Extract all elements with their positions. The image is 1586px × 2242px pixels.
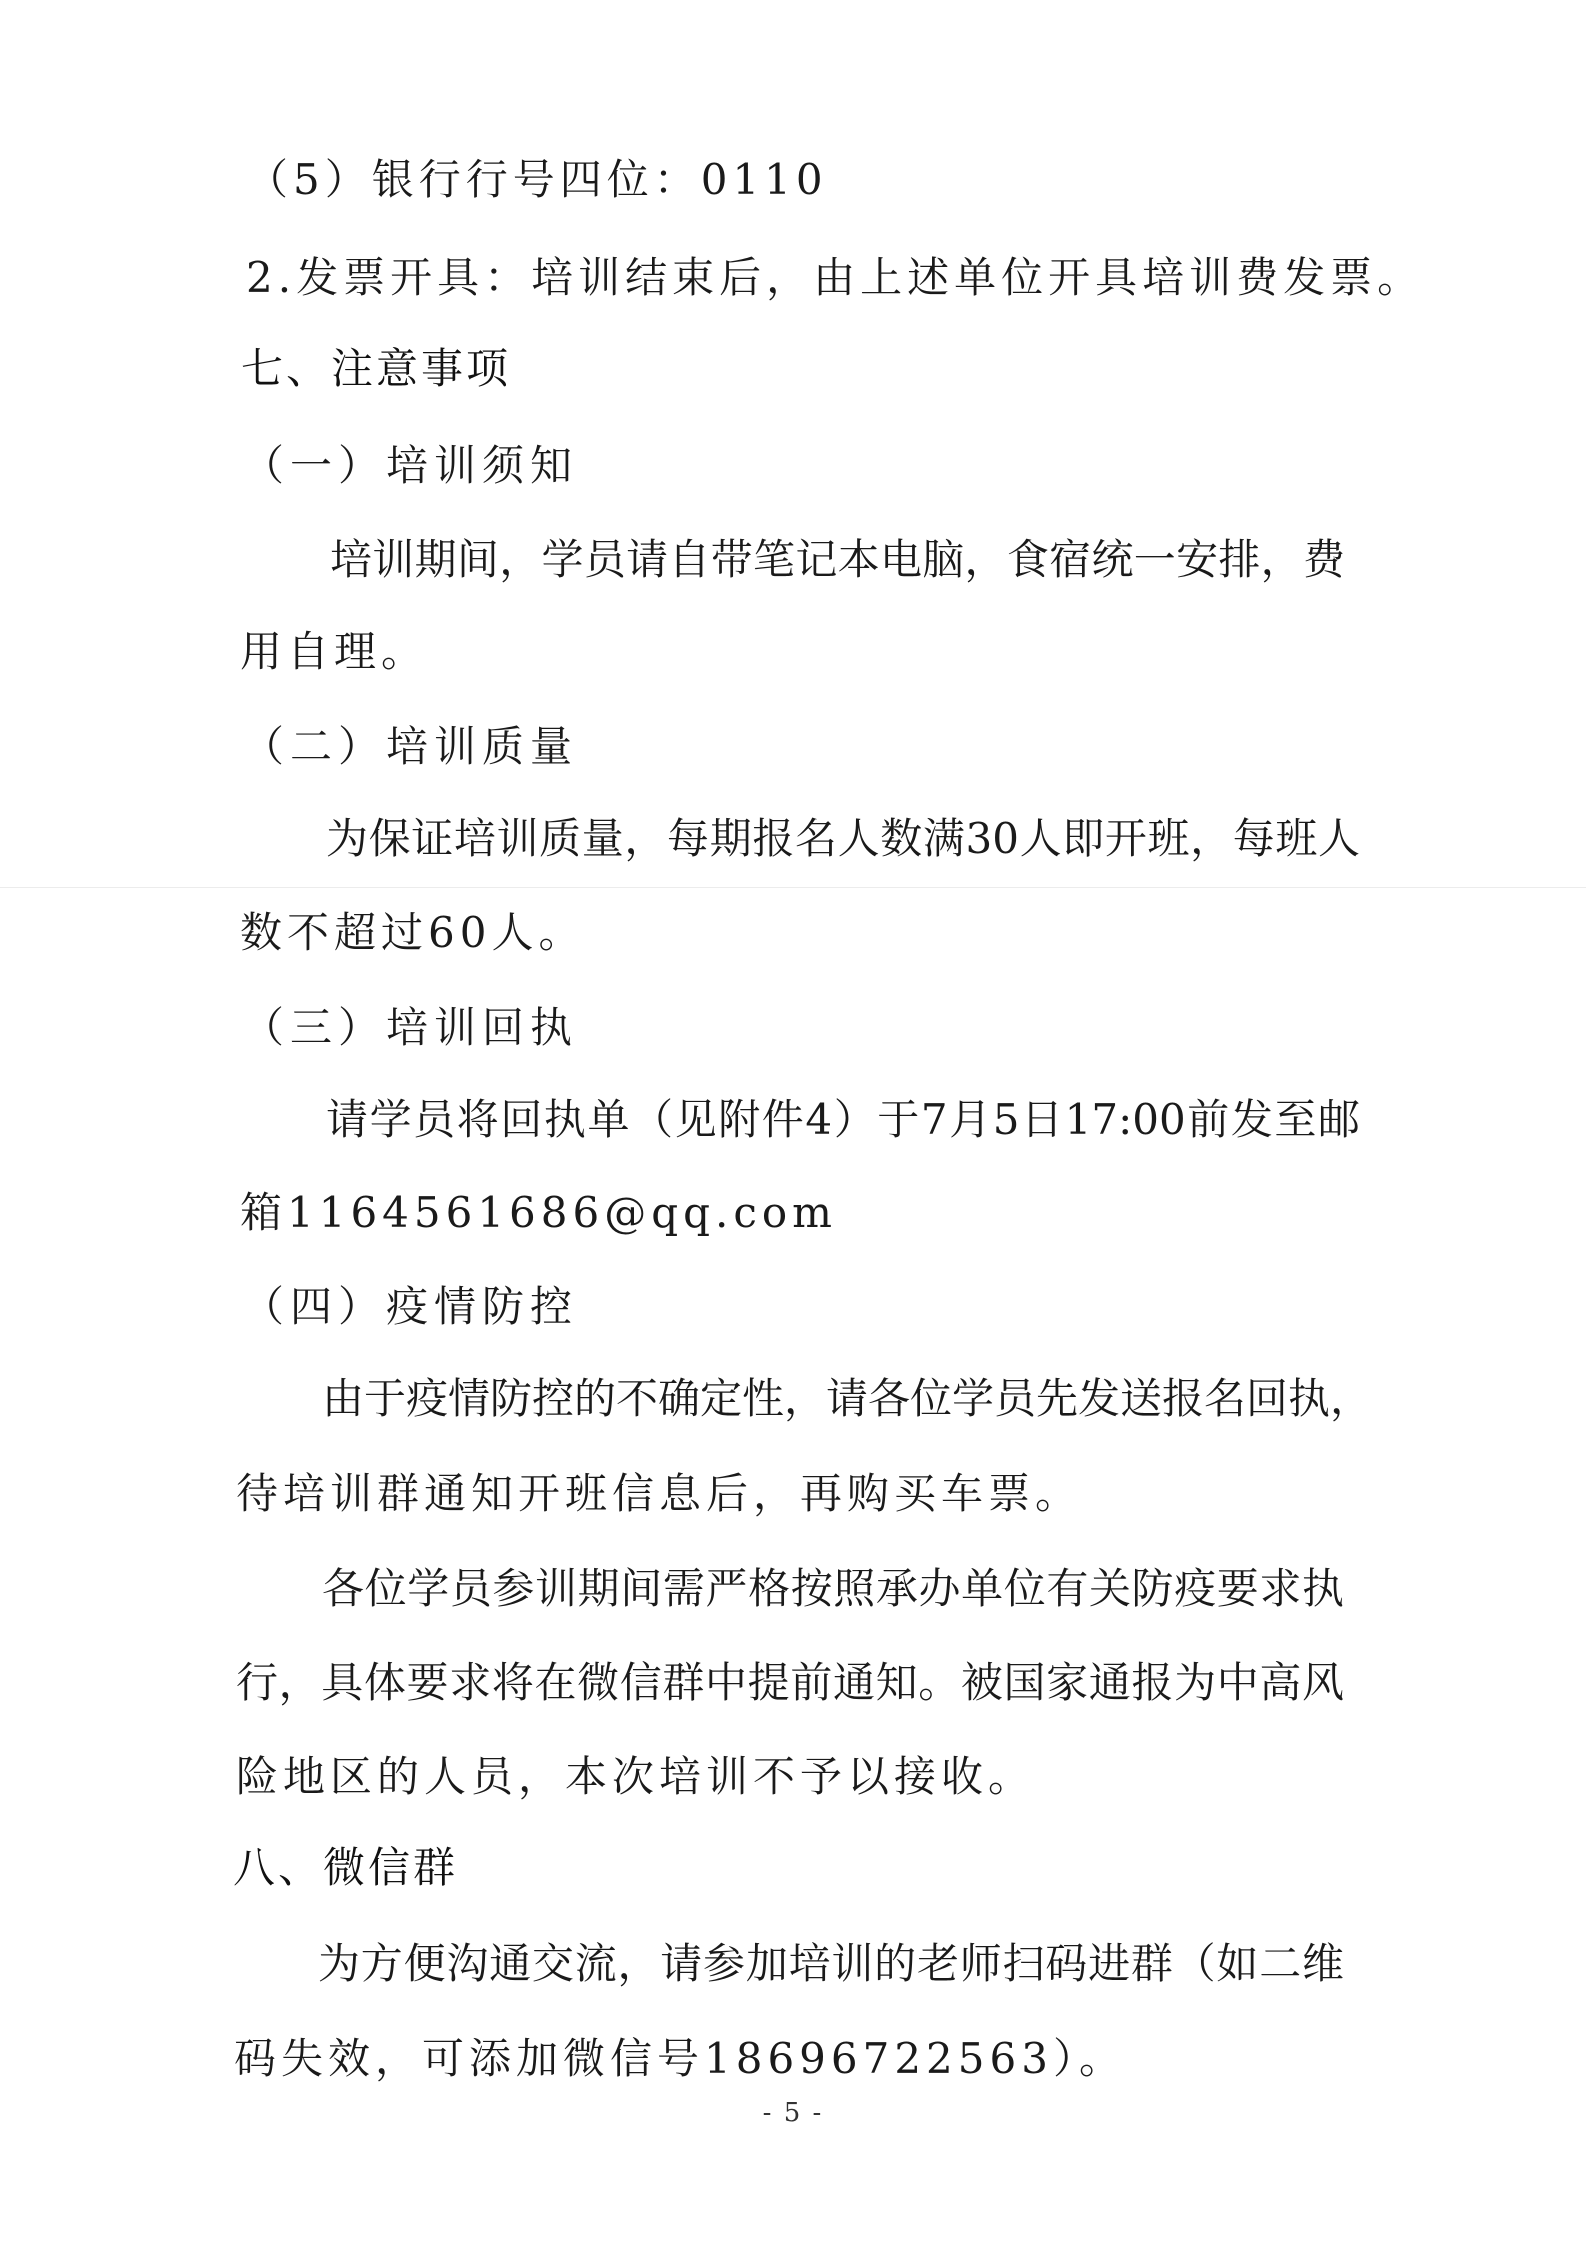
paragraph-line: 请学员将回执单（见附件4）于7月5日17:00前发至邮 xyxy=(326,1095,1360,1144)
paragraph-line: 数不超过60人。 xyxy=(240,908,586,957)
bank-code-line: （5）银行行号四位：0110 xyxy=(246,155,828,204)
paragraph-line: 为保证培训质量，每期报名人数满30人即开班，每班人 xyxy=(326,814,1360,863)
paragraph-line: 由于疫情防控的不确定性，请各位学员先发送报名回执， xyxy=(322,1374,1373,1423)
section-heading-notes: 七、注意事项 xyxy=(241,344,512,393)
paragraph-line: 为方便沟通交流，请参加培训的老师扫码进群（如二维 xyxy=(318,1939,1344,1988)
subheading-epidemic-control: （四）疫情防控 xyxy=(242,1282,579,1331)
paragraph-line: 培训期间，学员请自带笔记本电脑，食宿统一安排，费 xyxy=(330,535,1345,584)
paragraph-line: 待培训群通知开班信息后，再购买车票。 xyxy=(236,1469,1083,1518)
page-number: - 5 - xyxy=(762,2098,824,2128)
invoice-line: 2.发票开具：培训结束后，由上述单位开具培训费发票。 xyxy=(246,253,1425,302)
paragraph-line: 用自理。 xyxy=(240,627,429,676)
subheading-training-quality: （二）培训质量 xyxy=(242,722,579,771)
paragraph-line: 险地区的人员，本次培训不予以接收。 xyxy=(236,1752,1036,1801)
subheading-training-notice: （一）培训须知 xyxy=(242,441,579,490)
email-line: 箱1164561686@qq.com xyxy=(240,1188,837,1237)
subheading-training-receipt: （三）培训回执 xyxy=(242,1003,579,1052)
paragraph-line: 行，具体要求将在微信群中提前通知。被国家通报为中高风 xyxy=(236,1658,1344,1707)
paragraph-line: 码失效，可添加微信号18696722563）。 xyxy=(234,2034,1126,2083)
scan-artifact-line xyxy=(0,887,1586,888)
section-heading-wechat-group: 八、微信群 xyxy=(233,1843,459,1892)
paragraph-line: 各位学员参训期间需严格按照承办单位有关防疫要求执 xyxy=(322,1564,1344,1613)
